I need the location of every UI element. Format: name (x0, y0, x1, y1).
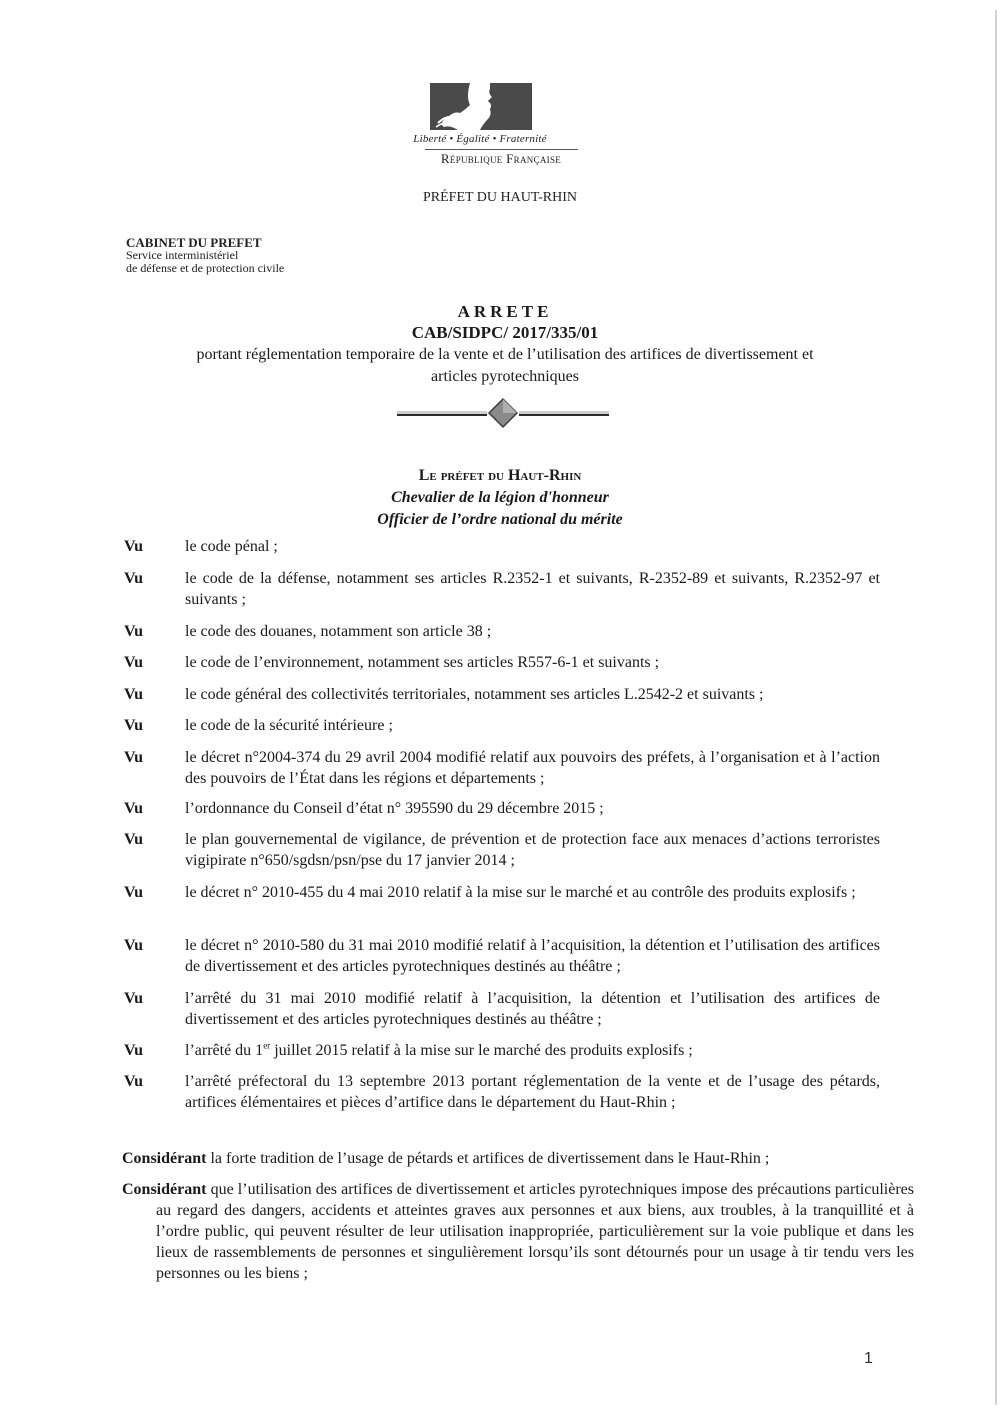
vu-text-part: juillet 2015 relatif à la mise sur le marché des produits explosifs ; (270, 1042, 693, 1059)
vu-label: Vu (124, 686, 143, 703)
ordinal-superscript: er (263, 1040, 271, 1051)
vu-label: Vu (124, 623, 143, 640)
vu-label: Vu (124, 831, 143, 848)
vu-item (124, 829, 880, 871)
considerant-text: que l’utilisation des artifices de divertissement et articles pyrotechniques impose des précautions particulières au regard des dangers, accidents et atteintes graves aux personnes et aux biens, aux troubles, à la tranquillité et à l’ordre public, qui peuvent résulter de leur utilisation inappropriée, particulièrement sur la voie publique et dans les lieux de rassemblements de personnes et singulièrement lorsqu’ils sont détournés pour un usage à tir tendu vers les personnes ou les biens ; (156, 1181, 915, 1282)
vu-label: Vu (124, 800, 143, 817)
vu-item (124, 798, 880, 819)
vu-text: le code de la sécurité intérieure ; (185, 717, 393, 734)
vu-item (124, 747, 880, 789)
vu-item (124, 935, 880, 977)
vu-item (124, 1071, 880, 1113)
republique-francaise-label: République Française (440, 151, 562, 166)
vu-text: le code de la défense, notamment ses articles R.2352-1 et suivants, R-2352-89 et suivants, R.2352-97 et suivants ; (185, 570, 880, 608)
cabinet-title: CABINET DU PREFET (126, 235, 262, 250)
prefecture-header: PRÉFET DU HAUT-RHIN (422, 190, 577, 205)
considerant-label: Considérant (122, 1181, 211, 1198)
prefet-block (200, 465, 800, 531)
cabinet-service-detail: de défense et de protection civile (126, 261, 285, 275)
vu-item (124, 621, 880, 642)
vu-text: l’arrêté du 31 mai 2010 modifié relatif à l’acquisition, la détention et l’utilisation des artifices de divertissement et des articles pyrotechniques destinés au théâtre ; (185, 990, 880, 1028)
decree-reference: CAB/SIDPC/ 2017/335/01 (411, 323, 599, 342)
prefet-title-merite: Officier de l’ordre national du mérite (377, 511, 623, 528)
vu-label: Vu (124, 717, 143, 734)
marianne-logo-icon (430, 83, 532, 130)
vu-text (185, 1040, 880, 1061)
diamond-divider-icon (395, 397, 611, 429)
vu-item (124, 715, 880, 736)
page-number: 1 (864, 1350, 873, 1367)
vu-text: l’ordonnance du Conseil d’état n° 395590 du 29 décembre 2015 ; (185, 800, 604, 817)
vu-item (124, 988, 880, 1030)
vu-label: Vu (124, 1042, 143, 1059)
vu-label: Vu (124, 749, 143, 766)
cabinet-block (126, 236, 284, 275)
vu-text: le décret n°2004-374 du 29 avril 2004 modifié relatif aux pouvoirs des préfets, à l’organisation et à l’action des pouvoirs de l’État dans les régions et départements ; (185, 749, 880, 787)
vu-text: le code pénal ; (185, 538, 278, 555)
decree-title-block (130, 302, 880, 388)
vu-label: Vu (124, 884, 143, 901)
vu-item (124, 568, 880, 610)
vu-text: l’arrêté préfectoral du 13 septembre 2013 portant réglementation de la vente et de l’usage des pétards, artifices élémentaires et pièces d’artifice dans le département du Haut-Rhin ; (185, 1073, 880, 1111)
decree-subject-line2: articles pyrotechniques (431, 368, 579, 385)
vu-text: le code de l’environnement, notamment ses articles R557-6-1 et suivants ; (185, 654, 660, 671)
vu-text: le code des douanes, notamment son article 38 ; (185, 623, 492, 640)
vu-item (124, 536, 880, 557)
vu-item (124, 882, 880, 903)
vu-text-part: l’arrêté du 1 (185, 1042, 264, 1059)
considerant-label: Considérant (122, 1150, 211, 1167)
considerant-item (122, 1179, 914, 1284)
decree-subject-line1: portant réglementation temporaire de la vente et de l’utilisation des artifices de divertissement et (196, 346, 814, 363)
republic-motto: Liberté • Égalité • Fraternité (413, 133, 547, 145)
vu-label: Vu (124, 990, 143, 1007)
vu-item (124, 652, 880, 673)
vu-text: le code général des collectivités territoriales, notamment ses articles L.2542-2 et suivants ; (185, 686, 764, 703)
considerant-item (122, 1148, 880, 1169)
vu-label: Vu (124, 654, 143, 671)
vu-text: le plan gouvernemental de vigilance, de prévention et de protection face aux menaces d’actions terroristes vigipirate n°650/sgdsn/psn/pse du 17 janvier 2014 ; (185, 831, 880, 869)
vu-label: Vu (124, 570, 143, 587)
vu-label: Vu (124, 937, 143, 954)
cabinet-service: Service interministériel (126, 248, 239, 262)
vu-item (124, 1040, 880, 1061)
vu-item (124, 684, 880, 705)
vu-label: Vu (124, 538, 143, 555)
prefet-name: Le préfet du Haut-Rhin (418, 467, 582, 484)
prefet-title-legion: Chevalier de la légion d'honneur (391, 489, 609, 506)
decree-type: ARRETE (457, 302, 553, 321)
vu-text: le décret n° 2010-580 du 31 mai 2010 modifié relatif à l’acquisition, la détention et l’utilisation des artifices de divertissement et des articles pyrotechniques destinés au théâtre ; (185, 937, 880, 975)
vu-label: Vu (124, 1073, 143, 1090)
considerant-text: la forte tradition de l’usage de pétards et artifices de divertissement dans le Haut-Rhin ; (210, 1150, 770, 1167)
scan-edge-line (995, 10, 997, 1405)
vu-text: le décret n° 2010-455 du 4 mai 2010 relatif à la mise sur le marché et au contrôle des produits explosifs ; (185, 884, 856, 901)
motto-divider (425, 149, 578, 150)
